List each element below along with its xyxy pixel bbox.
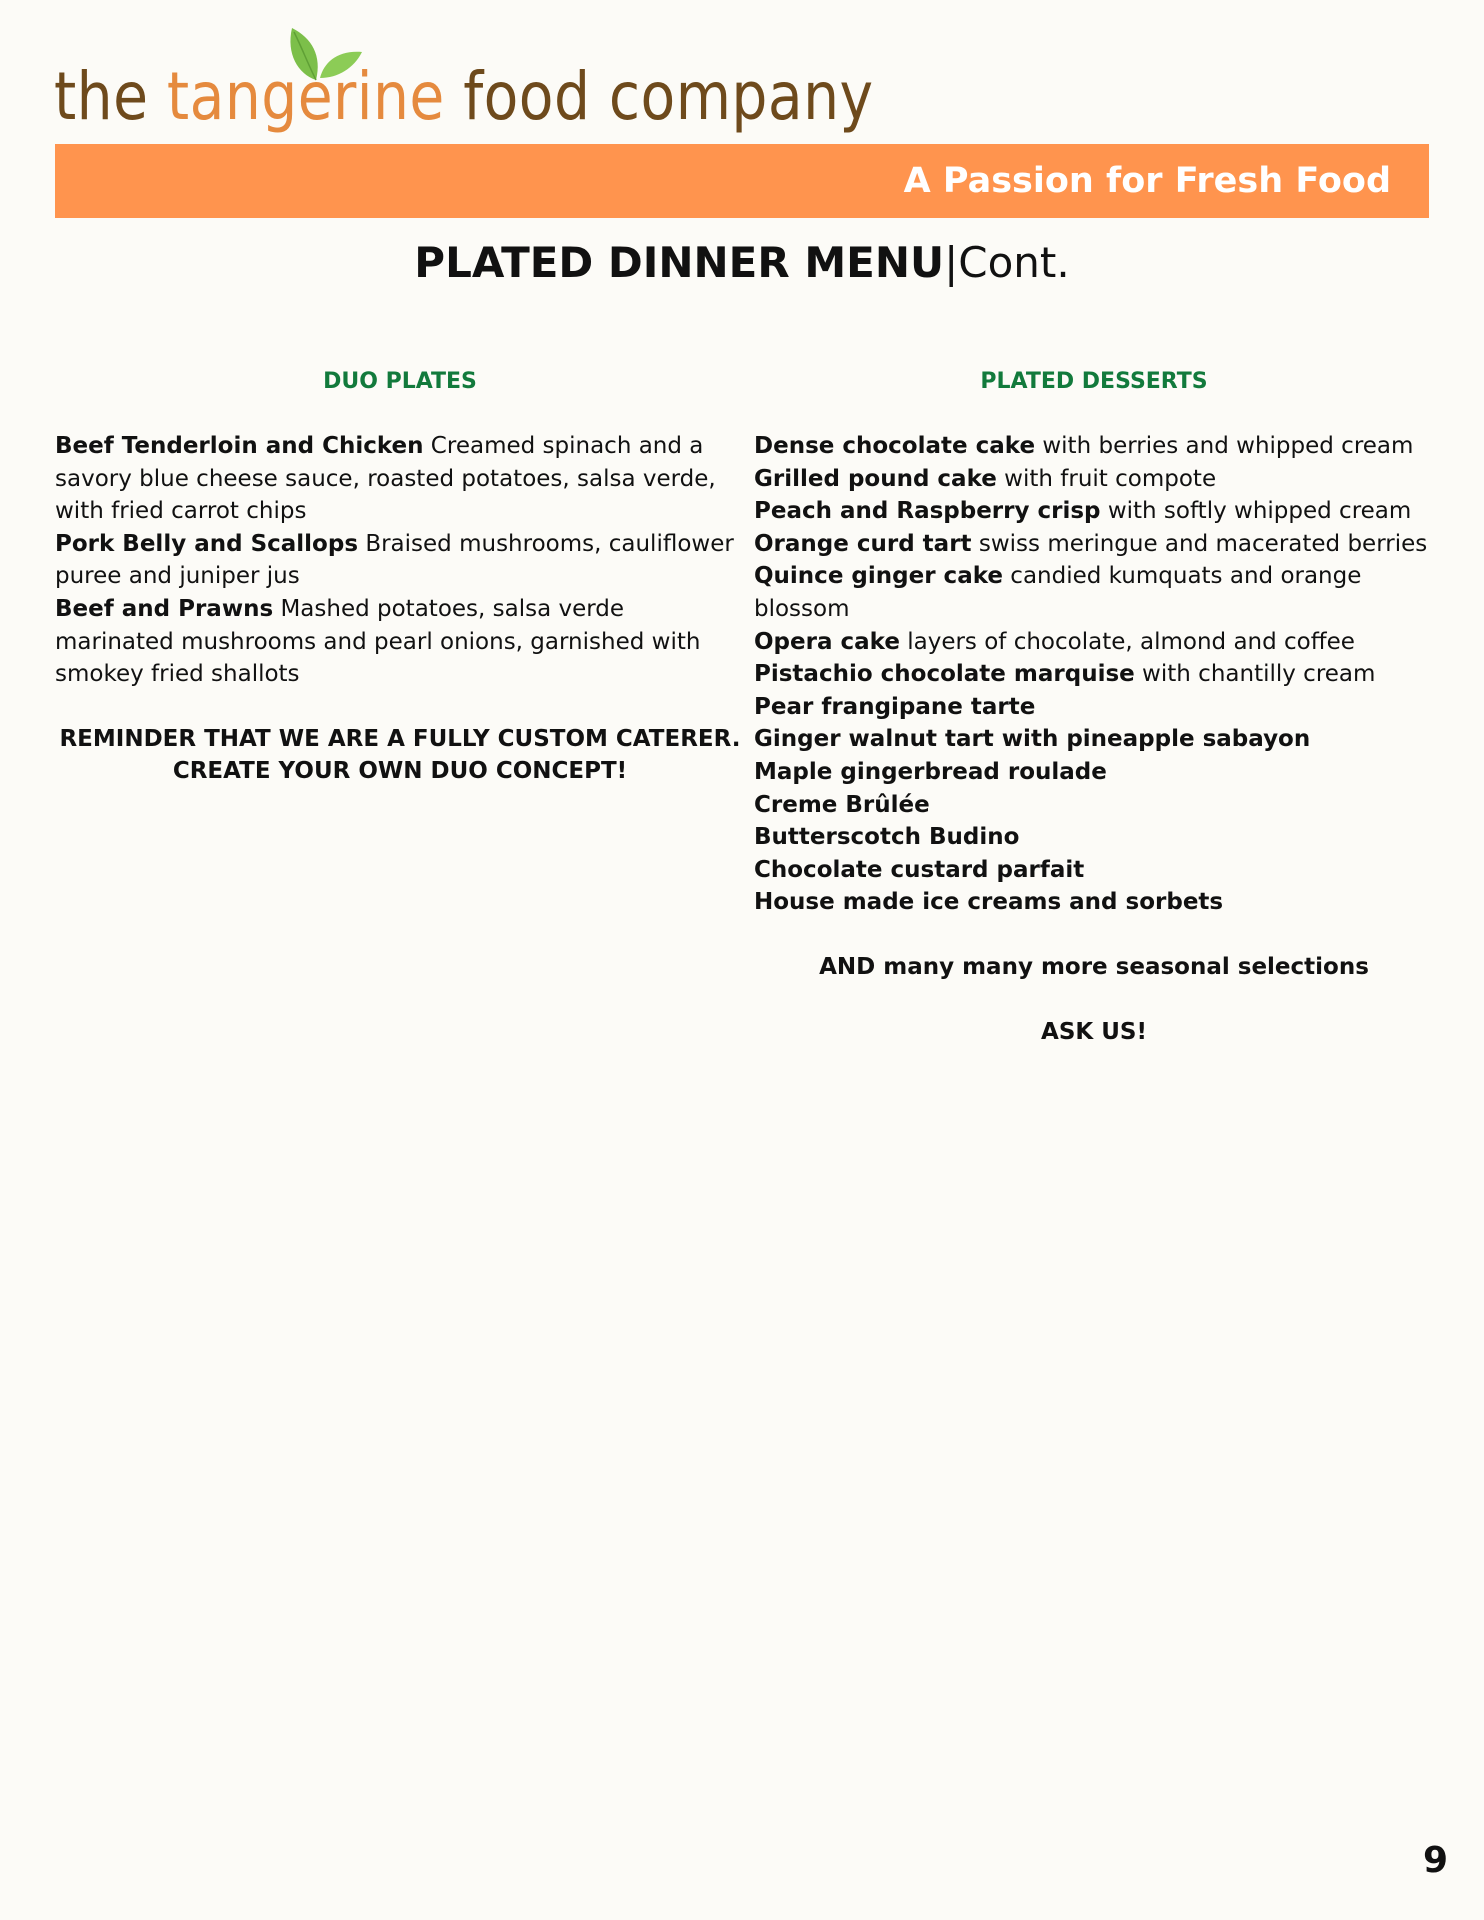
dessert-item-name: Quince ginger cake	[754, 563, 1003, 590]
dessert-item	[754, 463, 1434, 496]
dessert-item	[754, 691, 1434, 724]
dessert-item-name: Dense chocolate cake	[754, 433, 1036, 459]
dessert-item-desc: candied kumquats and orange blossom	[754, 563, 1362, 622]
company-logo	[54, 24, 874, 144]
dessert-item	[754, 658, 1434, 691]
dessert-item	[754, 560, 1434, 625]
page-title	[0, 238, 1484, 288]
dessert-item-name: Pear frangipane tarte	[754, 693, 1036, 720]
dessert-item	[754, 528, 1434, 561]
dessert-item-name: Pistachio chocolate marquise	[754, 661, 1135, 688]
duo-plates-section	[55, 366, 745, 788]
dessert-item-name: Grilled pound cake	[754, 465, 997, 492]
dessert-item-name: Creme Brûlée	[754, 791, 930, 818]
reminder-line-2: CREATE YOUR OWN DUO CONCEPT!	[172, 758, 628, 785]
logo-word-tangerine: tangerine	[166, 58, 445, 135]
duo-plates-heading: DUO PLATES	[323, 369, 477, 394]
page-title-sub: Cont.	[958, 238, 1070, 287]
menu-item-name: Beef Tenderloin and Chicken	[55, 433, 424, 459]
dessert-item-name: Butterscotch Budino	[754, 824, 1020, 851]
logo-wordmark	[54, 58, 874, 135]
menu-item-desc: Mashed potatoes, salsa verde marinated mushrooms and pearl onions, garnished with smokey fried shallots	[55, 595, 701, 688]
menu-item-name: Beef and Prawns	[55, 595, 274, 622]
dessert-item	[754, 821, 1434, 854]
dessert-item-desc: layers of chocolate, almond and coffee	[899, 628, 1355, 655]
dessert-item	[754, 723, 1434, 756]
dessert-item-desc: with chantilly cream	[1134, 661, 1376, 688]
menu-item	[55, 430, 745, 528]
dessert-item	[754, 495, 1434, 528]
menu-item-desc: Creamed spinach and a savory blue cheese sauce, roasted potatoes, salsa verde, with fried carrot chips	[55, 433, 716, 525]
dessert-item-name: House made ice creams and sorbets	[754, 889, 1224, 916]
dessert-item-name: Peach and Raspberry crisp	[754, 498, 1101, 525]
menu-item-desc: Braised mushrooms, cauliflower puree and juniper jus	[55, 530, 734, 590]
dessert-item	[754, 756, 1434, 789]
dessert-item	[754, 886, 1434, 919]
page-title-main: PLATED DINNER MENU	[414, 238, 945, 287]
dessert-item	[754, 789, 1434, 822]
dessert-item	[754, 430, 1434, 463]
dessert-item-desc: with fruit compote	[996, 465, 1217, 492]
custom-caterer-reminder	[55, 723, 745, 788]
menu-item	[55, 593, 745, 691]
tagline-text: A Passion for Fresh Food	[903, 161, 1391, 201]
seasonal-selections-note: AND many many more seasonal selections	[819, 953, 1369, 980]
dessert-item-desc: with berries and whipped cream	[1035, 433, 1414, 459]
plated-desserts-heading: PLATED DESSERTS	[980, 369, 1208, 394]
dessert-item-desc: with softly whipped cream	[1100, 498, 1412, 525]
logo-word-the: the	[54, 58, 149, 135]
dessert-item-name: Opera cake	[754, 628, 900, 655]
page-number: 9	[1422, 1840, 1448, 1881]
menu-item	[55, 528, 745, 593]
page-title-separator: |	[944, 238, 959, 287]
plated-desserts-section	[754, 366, 1434, 1048]
dessert-item-desc: swiss meringue and macerated berries	[971, 530, 1428, 557]
logo-word-food-company: food company	[463, 58, 874, 135]
tagline-banner	[55, 144, 1429, 218]
dessert-item-name: Orange curd tart	[754, 530, 972, 557]
ask-us-note: ASK US!	[1041, 1018, 1147, 1045]
dessert-item	[754, 854, 1434, 887]
dessert-item	[754, 626, 1434, 659]
dessert-item-name: Ginger walnut tart with pineapple sabayon	[754, 726, 1311, 753]
dessert-item-name: Chocolate custard parfait	[754, 856, 1085, 883]
dessert-item-name: Maple gingerbread roulade	[754, 758, 1107, 785]
reminder-line-1: REMINDER THAT WE ARE A FULLY CUSTOM CATERER.	[59, 725, 741, 752]
menu-item-name: Pork Belly and Scallops	[55, 530, 359, 557]
